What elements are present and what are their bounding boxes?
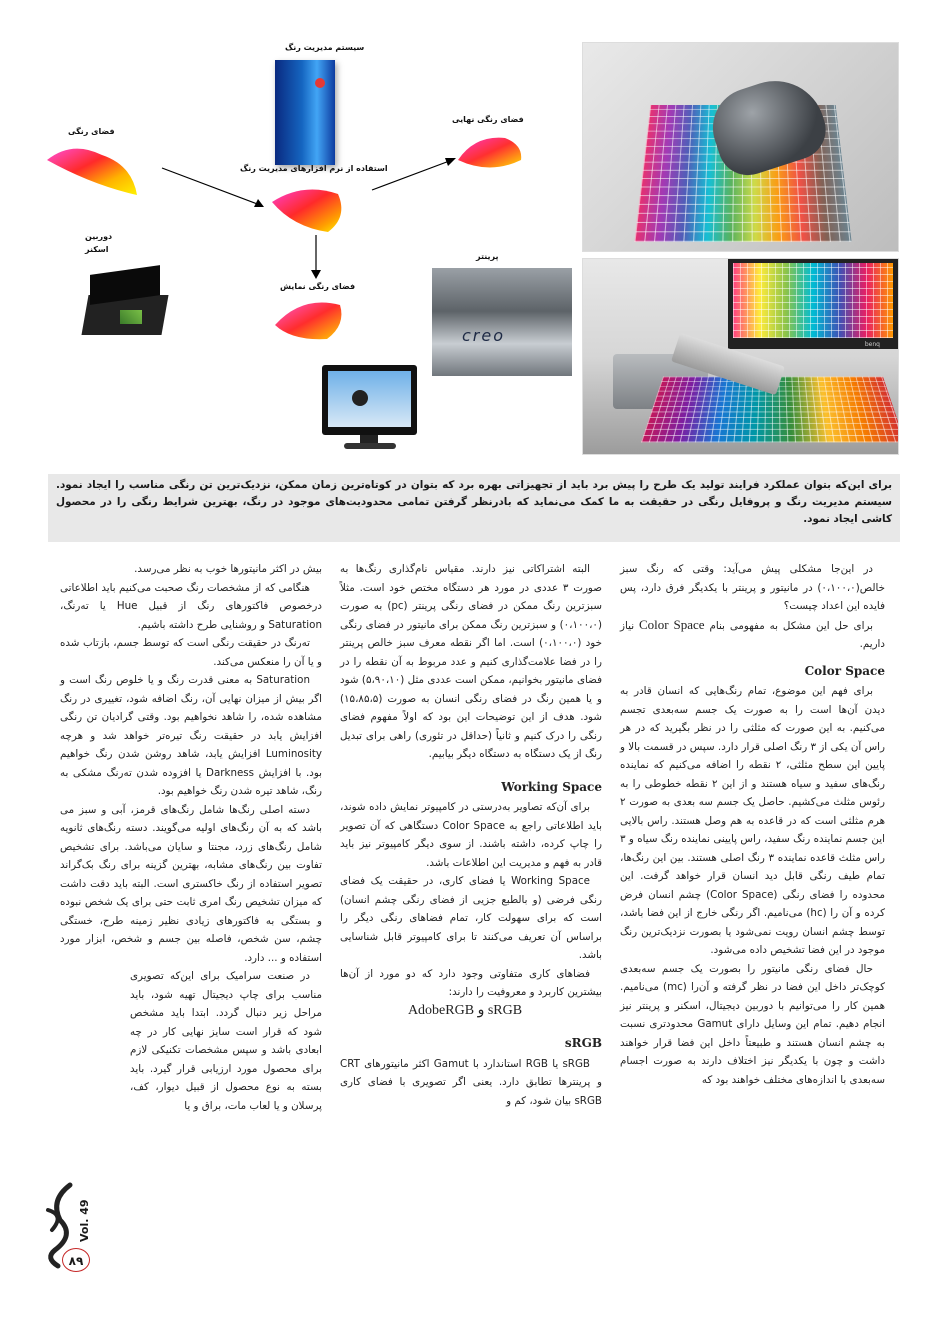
paragraph: برای فهم این موضوع، تمام رنگ‌هایی که انسان قادر به دیدن آن‌ها است را به صورت یک جسم سه‌بعدی تجسم می‌کنیم. به این صورت که مثلثی را در نظر بگیرید که در هر راس آن یکی از ۳ رنگ اصلی قرار دارد. سپس در قسمت بالا و پایین این سطح مثلثی، ۲ نقطه را اضافه می‌کنیم که نماینده رنگ‌های سفید و سیاه هستند و از این ۲ نقطه خطوطی را به رئوس مثلث می‌کشیم. حاصل یک جسم سه بعدی به صورت ۲ هرم مثلثی است که در قاعده به هم وصل هستند. راس بالایی این جسم نماینده رنگ سفید، راس پایینی نماینده رنگ سیاه و ۳ راس مثلث قاعده نماینده ۳ رنگ اصلی هستند. بین این رنگ‌ها، تمام طیف رنگی قابل دید انسان قرار خواهد گرفت. این محدوده را فضای رنگی (Color Space) چشم انسان فرض کرده و آن را (hc) می‌نامیم. اگر رنگی خارج از این فضا باشد، توسط چشم انسان رویت نمی‌شود یا بصورت نزدیک‌ترین رنگ موجود در این فضا تشخیص داده می‌شود. [620,685,886,956]
monitor-brand: benq [864,341,880,348]
arrow-color-space-to-cms [160,165,270,215]
paragraph: دسته اصلی رنگ‌ها شامل رنگ‌های قرمز، آبی و سبز می باشد که به آن رنگ‌های اولیه می‌گویند. دسته رنگ‌های ثانویه شامل رنگ‌های زرد، مجنتا و سایان می‌باشد. برای تشخیص تفاوت بین رنگ‌های مشابه، بهترین گزینه برای رنگ بک‌گراند تصویر استفاده از رنگ خاکستری است. البته باید دقت داشت که میزان تشخیص رنگ امری ثابت حتی برای یک شخص نبوده و بستگی به فاکتورهای زیادی نظیر زمینه طرح، خستگی چشم، سن شخص، فاصله بین جسم و شخص، ابزار مورد استفاده و ... دارد. [60,803,322,964]
cms-software-box-image [275,60,335,165]
text: نیاز داریم. [620,619,885,650]
arrow-cms-to-display [310,235,322,280]
paragraph: فضاهای کاری متفاوتی وجود دارد که دو مورد از آن‌ها بیشترین کاربرد و معروفیت را دارند: [340,967,602,998]
article-column-1 [620,560,885,1089]
label-cms-system: سیستم مدیریت رنگ [285,43,365,52]
label-color-space: فضای رنگی [68,127,115,136]
heading-color-space: Color Space [804,663,885,678]
label-scanner: اسکنر [85,245,109,254]
term-color-space: Color Space [639,616,705,632]
printer-brand: creo [462,326,506,345]
paragraph: در صنعت سرامیک برای این‌که تصویری مناسب برای چاپ دیجیتال تهیه شود، باید مراحل زیر دنبال گردد. ابتدا باید مشخص شود که قرار است سایز نهایی کار در چه ابعادی باشد و سپس مشخصات تکنیکی لازم برای محصول مورد ارزیابی قرار گیرد. باید بسته به نوع محصول از قبیل دیوار، کف، پرسلان و یا لعاب مات، براق و یا [130,970,322,1112]
page-number-badge [62,1248,90,1272]
page-number: ۸۹ [68,1254,84,1268]
paragraph: در این‌جا مشکلی پیش می‌آید: وقتی که رنگ سبز خالص(۰،۱۰۰،۰) در مانیتور و پرینتر با یکدیگر فرق دارد، پس فایده این اعداد چیست؟ [620,563,885,612]
paragraph: هنگامی که از مشخصات رنگ صحبت می‌کنیم باید اطلاعاتی درخصوص فاکتورهای رنگ از قبیل Hue یا ته‌رنگ، Saturation و روشنایی طرح داشته باشیم. [60,581,322,631]
paragraph: برای آن‌که تصاویر به‌درستی در کامپیوتر نمایش داده شوند، باید اطلاعاتی راجع به Color Space دستگاهی که آن تصویر را چاپ کرده، داشته باشند. از سوی دیگر کامپیوتر نیز باید قادر به فهم و مدیریت این اطلاعات باشد. [340,801,602,869]
label-final-color-space: فضای رنگی نهایی [452,115,524,124]
text: برای حل این مشکل به مفهومی بنام [709,619,873,632]
gamut-color-space-icon [42,140,142,200]
paragraph: حال فضای رنگی مانیتور را بصورت یک جسم سه‌بعدی کوچک‌تر داخل این فضا در نظر گرفته و آن‌را (mc) می‌نامیم. همین کار را می‌توانیم با دوربین دیجیتال، اسکنر و پرینتر نیز انجام دهیم. تمام این وسایل دارای Gamut محدودتری نسبت به چشم انسان هستند و طبیعتاً داخل این فضا قرار خواهند داشت و چون با یکدیگر نیز اختلاف دارند به صورت اجسام سه‌بعدی با اندازه‌های مختلف خواهند بود که [620,962,886,1086]
label-printer: پرینتر [476,252,499,261]
magazine-logo [40,1180,120,1275]
spectrophotometer-photo-bottom [582,258,899,455]
spectrophotometer-photo-top [582,42,899,252]
monitor-image [322,365,420,450]
paragraph: sRGB یا RGB استاندارد با Gamut اکثر مانیتورهای CRT و پرینترها تطابق دارد. یعنی اگر تصویری با فضای کاری sRGB بیان شود، کم و [340,1057,602,1107]
scanner-image [80,265,170,350]
heading-working-space: Working Space [501,779,602,794]
printer-image [432,268,572,376]
gamut-final-icon [455,130,525,175]
arrow-cms-to-final [370,155,460,195]
figure-caption: برای این‌که بتوان عملکرد فرایند تولید یک طرح را پیش برد باید از تجهیزاتی بهره برد که بتوان در کوتاه‌ترین زمان ممکن، نزدیک‌ترین تن رنگی مناسب را ایجاد نمود. سیستم مدیریت رنگ و پروفایل رنگی در حقیقت به ما کمک می‌نماید که بادرنظر گرفتن تمامی محدودیت‌های موجود در رنگ، بهترین شرایط رنگی را در محصول کاشی ایجاد نمود. [48,474,900,542]
paragraph: البته اشتراکاتی نیز دارند. مقیاس نام‌گذاری رنگ‌ها به صورت ۳ عددی در مورد هر دستگاه مختص خود است. مثلاً سبزترین رنگ ممکن در فضای رنگی پرینتر (pc) به صورت (۰،۱۰۰،۰) و سبزترین رنگ ممکن برای مانیتور در فضای رنگی خود (۰،۱۰۰،۰) است. اما اگر نقطه معرف سبز خالص پرینتر را در فضا علامت‌گذاری کنیم و عدد مربوط به آن نقطه را در فضای مانیتور بخوانیم، ممکن است عددی مثل (۵،۹۰،۱۰) شود و یا همین رنگ در فضای رنگی انسان به صورت (۱۵،۸۵،۵) شود. هدف از این توضیحات این بود که اولاً مفهوم فضای رنگی را درک کنیم و ثانیاً (حداقل در تئوری) راهی برای تبدیل رنگ از یک دستگاه به دستگاه دیگر بیابیم. [340,563,602,760]
gamut-display-icon [272,295,347,343]
paragraph: بیش در اکثر مانیتورها خوب به نظر می‌رسد. [134,563,322,575]
label-cms-software: استفاده از نرم افزارهای مدیریت رنگ [240,164,388,173]
heading-srgb: sRGB [564,1036,602,1050]
paragraph: Working Space یا فضای کاری، در حقیقت یک فضای رنگی فرضی (و بالطبع جزیی از فضای رنگی چشم انسان) است که برای سهولت کار، تمام فضاهای رنگی دیگر را براساس آن تعریف می‌کنند تا برای کامپیوتر قابل شناسایی باشد. [340,875,602,961]
article-column-3 [60,560,322,1115]
label-display-color-space: فضای رنگی نمایش [280,282,356,291]
gamut-cms-icon [268,182,348,237]
paragraph: Saturation به معنی قدرت رنگ و یا خلوص رنگ است و اگر بیش از میزان نهایی آن، رنگ اضافه شود، تغییری در رنگ مشاهده شده، را شاهد نخواهیم بود. وقتی گرادیان تن رنگی افزایش یابد در حقیقت رنگ تیره‌تر خواهد شد و هرچه Luminosity افزایش یابد، شاهد روشن شدن رنگ خواهیم بود. با افزایش Darkness یا افزوده شدن ته‌رنگ مشکی به رنگ، شاهد تیره شدن رنگ خواهیم بود. [60,674,323,797]
monitor-with-swatches [728,259,898,349]
article-column-2 [340,560,602,1110]
volume-label: Vol. 49 [78,1199,91,1242]
paragraph: ته‌رنگ در حقیقت رنگی است که توسط جسم، بازتاب شده و یا آن را منعکس می‌کند. [60,637,322,668]
color-management-diagram [40,40,524,460]
working-space-list: sRGB و AdobeRGB [407,1002,523,1018]
label-camera: دوربین [85,232,113,241]
paragraph [620,616,885,654]
